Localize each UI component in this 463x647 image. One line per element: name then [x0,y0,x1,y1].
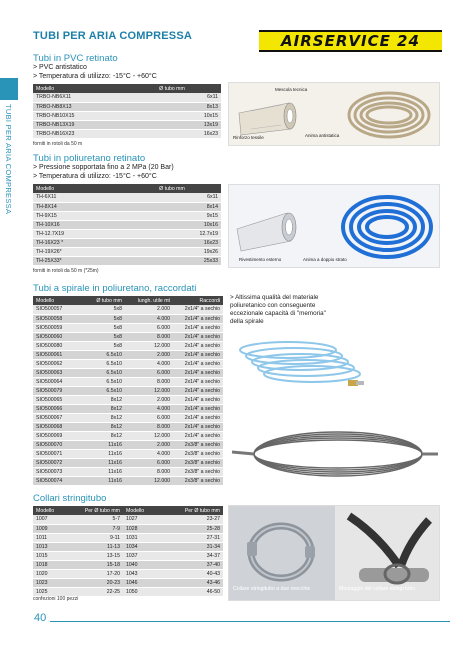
table-cell: 1018 [33,560,73,569]
table-cell: TRBO-NB6X11 [33,93,123,102]
table-cell: 8x12 [79,413,125,422]
table-cell: 1011 [33,533,73,542]
table-cell: SIO500066 [33,404,79,413]
table-cell: 4.000 [125,449,173,458]
table-row [33,332,223,341]
table-cell: 2x1/4" a sechio [173,332,223,341]
table-cell: 2x1/4" a sechio [173,305,223,314]
table-cell: 12.000 [125,476,173,485]
table-cell: 4.000 [125,404,173,413]
table-cell: 2x3/8" a sechio [173,449,223,458]
table-row [33,587,223,596]
table-row [33,524,223,533]
sidebar-label [4,104,16,234]
table-cell: 20-23 [73,578,123,587]
table-cell: SIO500061 [33,350,79,359]
table-cell: TRBO-NB8X13 [33,102,123,111]
table-cell: 6.5x10 [79,368,125,377]
spiral-table [33,296,223,486]
table-cell: TRBO-NB16X23 [33,129,123,138]
table-cell: 6.5x10 [79,386,125,395]
table-row [33,542,223,551]
col-header-diameter: Ø tubo mm [79,296,125,305]
clamps-note: confezioni 100 pezzi [33,596,79,602]
table-cell: TH-25X33* [33,256,123,265]
table-cell: SIO500074 [33,476,79,485]
table-row [33,560,223,569]
table-cell: 2x1/4" a sechio [173,323,223,332]
table-cell: 12.000 [125,341,173,350]
table-row [33,102,221,111]
table-cell: 1031 [123,533,167,542]
table-cell: 6.000 [125,368,173,377]
table-cell: 11x16 [79,467,125,476]
table-cell: 5x8 [79,314,125,323]
table-cell: SIO500071 [33,449,79,458]
table-cell: 2x1/4" a sechio [173,395,223,404]
table-row [33,323,223,332]
table-cell: 2x3/8" a sechio [173,440,223,449]
pu-note: forniti in rotoli da 50 m (*25m) [33,268,99,274]
pu-section-title: Tubi in poliuretano retinato [33,153,146,164]
table-cell: 8.000 [125,422,173,431]
clamps-image [228,505,440,601]
table-row [33,533,223,542]
table-cell: 11x16 [79,449,125,458]
table-cell: SIO500057 [33,305,79,314]
table-cell: 10x15 [123,111,221,120]
pvc-hose-image [228,82,440,146]
table-row [33,422,223,431]
table-cell: 17-20 [73,569,123,578]
table-cell: 1040 [123,560,167,569]
table-cell: 11-13 [73,542,123,551]
spiral-section-title: Tubi a spirale in poliuretano, raccordati [33,283,197,294]
table-row [33,515,223,524]
table-cell: 2.000 [125,305,173,314]
pu-label-inner: Anima a doppio strato [303,257,347,262]
table-cell: 2.000 [125,395,173,404]
table-cell: 6x11 [123,93,221,102]
pu-bullet-2: > Temperatura di utilizzo: -15°C - +60°C [33,173,157,180]
table-cell: SIO500067 [33,413,79,422]
table-cell: 2x1/4" a sechio [173,341,223,350]
table-cell: 2.000 [125,440,173,449]
table-row [33,578,223,587]
table-header-row [33,296,223,305]
table-cell: 25x33 [123,256,221,265]
table-row [33,193,221,202]
table-cell: 11x16 [79,440,125,449]
table-row [33,413,223,422]
table-cell: 19x26 [123,247,221,256]
table-row [33,404,223,413]
table-cell: 10x16 [123,220,221,229]
table-cell: 8x12 [79,404,125,413]
pu-bullet-1: > Pressione sopportata fino a 2 MPa (20 Bar) [33,164,174,171]
table-row [33,256,221,265]
table-cell: 6x11 [123,193,221,202]
col-header-range-2: Per Ø tubo mm [167,506,223,515]
spiral-hose-image [228,336,440,492]
table-cell: 8x12 [79,395,125,404]
pu-hose-image [228,184,440,268]
pvc-label-reinforce: Rinforzo tessile [233,135,264,140]
page-footer-rule [50,621,450,622]
table-cell: 2x3/8" a sechio [173,458,223,467]
table-cell: 4.000 [125,359,173,368]
table-cell: SIO500073 [33,467,79,476]
table-cell: 8x14 [123,202,221,211]
table-row [33,111,221,120]
col-header-model: Modello [33,506,73,515]
table-row [33,229,221,238]
table-cell: 12.000 [125,431,173,440]
table-cell: 2x1/4" a sechio [173,368,223,377]
table-cell: TH-6X11 [33,193,123,202]
table-cell: 11x16 [79,458,125,467]
table-cell: 2x1/4" a sechio [173,404,223,413]
table-cell: 34-37 [167,551,223,560]
table-row [33,569,223,578]
table-cell: 1046 [123,578,167,587]
table-cell: TH-16X23 * [33,238,123,247]
sidebar-tab-marker [0,78,18,100]
table-cell: 1037 [123,551,167,560]
clamps-section-title: Collari stringitubo [33,493,107,504]
table-cell: 2x1/4" a sechio [173,377,223,386]
sidebar-label-text: TUBI PER ARIA COMPRESSA [4,104,13,215]
table-cell: 16x23 [123,129,221,138]
table-cell: SIO500064 [33,377,79,386]
table-row [33,467,223,476]
table-cell: 5x8 [79,341,125,350]
table-row [33,377,223,386]
table-cell: 6.5x10 [79,377,125,386]
table-cell: SIO500080 [33,341,79,350]
table-row [33,202,221,211]
table-header-row [33,184,221,193]
spiral-description: > Altissima qualità del materiale poliuretanico con conseguente eccezionale capacità di "memoria" della spirale [230,294,326,325]
table-cell: 6.000 [125,323,173,332]
table-cell: 8x12 [79,431,125,440]
table-cell: TRBO-NB10X15 [33,111,123,120]
table-cell: 4.000 [125,314,173,323]
table-row [33,551,223,560]
table-row [33,129,221,138]
col-header-length: lungh. utile mt [125,296,173,305]
table-cell: 1025 [33,587,73,596]
table-cell: 1050 [123,587,167,596]
table-row [33,314,223,323]
table-row [33,440,223,449]
table-cell: 5x8 [79,332,125,341]
table-cell: 8.000 [125,467,173,476]
table-cell: 13x19 [123,120,221,129]
table-cell: SIO500072 [33,458,79,467]
spiral-hose-illustration [228,336,440,492]
table-header-row [33,84,221,93]
table-cell: 5x8 [79,305,125,314]
table-row [33,359,223,368]
table-cell: SIO500058 [33,314,79,323]
table-cell: 37-40 [167,560,223,569]
page-title: TUBI PER ARIA COMPRESSA [33,30,193,42]
table-row [33,458,223,467]
pvc-label-outer: Mescola tecnica [275,87,308,92]
col-header-model: Modello [33,296,79,305]
table-row [33,395,223,404]
table-row [33,247,221,256]
clamps-table [33,506,223,597]
table-cell: 9x15 [123,211,221,220]
table-cell: 7-9 [73,524,123,533]
table-cell: SIO500070 [33,440,79,449]
col-header-fittings: Raccordi [173,296,223,305]
col-header-diameter: Ø tubo mm [123,84,221,93]
table-cell: 23-27 [167,515,223,524]
table-cell: 5x8 [79,323,125,332]
clamps-caption-left: Collare stringitubo a due orecchie [233,586,311,592]
table-cell: 1023 [33,578,73,587]
table-row [33,350,223,359]
table-row [33,386,223,395]
table-cell: SIO500065 [33,395,79,404]
table-cell: SIO500063 [33,368,79,377]
table-cell: TH-9X15 [33,211,123,220]
pvc-note: forniti in rotoli da 50 m [33,141,83,147]
table-cell: 2x1/4" a sechio [173,422,223,431]
table-row [33,431,223,440]
table-row [33,449,223,458]
table-row [33,305,223,314]
table-cell: 16x23 [123,238,221,247]
col-header-model: Modello [33,84,123,93]
table-cell: 15-18 [73,560,123,569]
pvc-table [33,84,221,139]
table-cell: 13-15 [73,551,123,560]
table-cell: SIO500079 [33,386,79,395]
clamps-caption-right: Montaggio del collare stringi tubo [339,586,416,592]
table-cell: SIO500060 [33,332,79,341]
table-cell: 1015 [33,551,73,560]
table-cell: 25-28 [167,524,223,533]
table-cell: TRBO-NB13X19 [33,120,123,129]
table-cell: 2x1/4" a sechio [173,314,223,323]
logo-text: AIRSERVICE 24 [281,32,420,50]
table-cell: 8.000 [125,377,173,386]
col-header-diameter: Ø tubo mm [123,184,221,193]
airservice-logo [259,30,442,52]
pu-table [33,184,221,266]
table-cell: 1028 [123,524,167,533]
table-cell: TH-12.7X19 [33,229,123,238]
table-cell: 2.000 [125,350,173,359]
table-cell: TH-19X26* [33,247,123,256]
table-cell: 1027 [123,515,167,524]
table-cell: 12.000 [125,386,173,395]
table-cell: 2x3/8" a sechio [173,467,223,476]
table-cell: 8x12 [79,422,125,431]
table-cell: 6.000 [125,413,173,422]
table-cell: SIO500059 [33,323,79,332]
table-cell: 1034 [123,542,167,551]
col-header-range: Per Ø tubo mm [73,506,123,515]
table-cell: TH-8X14 [33,202,123,211]
pvc-bullet-1: > PVC antistatico [33,64,87,71]
table-cell: 2x3/8" a sechio [173,476,223,485]
table-cell: 2x1/4" a sechio [173,431,223,440]
table-cell: 2x1/4" a sechio [173,386,223,395]
pvc-bullet-2: > Temperatura di utilizzo: -15°C - +60°C [33,73,157,80]
table-cell: 2x1/4" a sechio [173,350,223,359]
table-cell: 6.5x10 [79,350,125,359]
table-row [33,341,223,350]
table-cell: 22-25 [73,587,123,596]
table-cell: 31-34 [167,542,223,551]
table-cell: SIO500068 [33,422,79,431]
pu-label-outer: Rivestimento esterno [239,257,282,262]
table-cell: 43-46 [167,578,223,587]
table-row [33,368,223,377]
pvc-label-inner: Anima antistatica [305,133,340,138]
col-header-model-2: Modello [123,506,167,515]
table-cell: 1020 [33,569,73,578]
table-cell: 1013 [33,542,73,551]
table-row [33,238,221,247]
table-header-row [33,506,223,515]
table-row [33,120,221,129]
table-cell: 1007 [33,515,73,524]
table-cell: 40-43 [167,569,223,578]
table-cell: 8x13 [123,102,221,111]
table-row [33,476,223,485]
table-cell: 11x16 [79,476,125,485]
pu-hose-illustration [229,185,440,268]
table-cell: 1009 [33,524,73,533]
table-cell: 12.7x19 [123,229,221,238]
table-cell: 9-11 [73,533,123,542]
table-cell: 2x1/4" a sechio [173,413,223,422]
table-row [33,211,221,220]
table-cell: 1043 [123,569,167,578]
table-cell: 2x1/4" a sechio [173,359,223,368]
table-cell: 46-50 [167,587,223,596]
pvc-section-title: Tubi in PVC retinato [33,53,118,64]
table-cell: 27-31 [167,533,223,542]
table-cell: 6.000 [125,458,173,467]
table-row [33,93,221,102]
table-cell: 6.5x10 [79,359,125,368]
page-number: 40 [34,612,47,624]
table-row [33,220,221,229]
table-cell: TH-10X16 [33,220,123,229]
table-cell: 5-7 [73,515,123,524]
col-header-model: Modello [33,184,123,193]
table-cell: 8.000 [125,332,173,341]
table-cell: SIO500062 [33,359,79,368]
table-cell: SIO500069 [33,431,79,440]
